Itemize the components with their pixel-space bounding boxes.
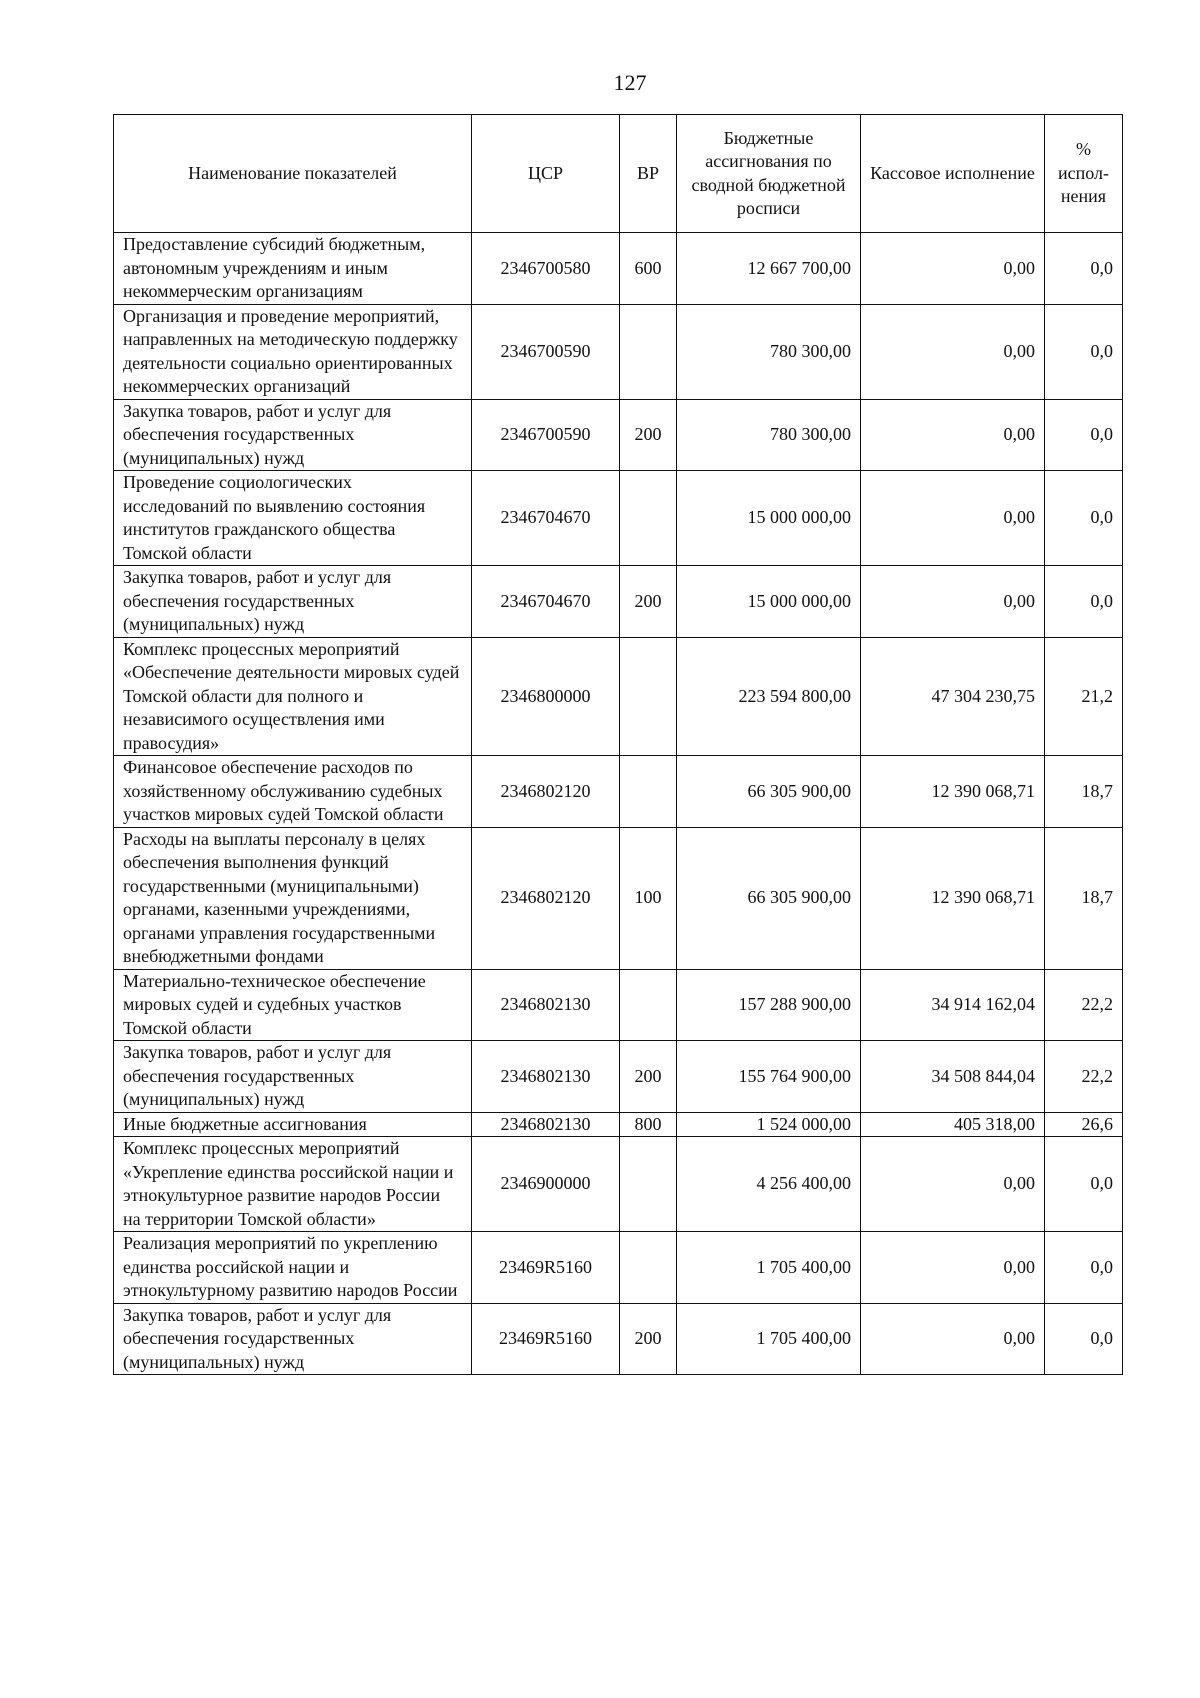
cell-vr [620,304,677,399]
table-row [114,304,1123,399]
table-header-row [114,115,1123,233]
cell-csr: 2346700590 [472,399,620,471]
table-row [114,1041,1123,1113]
cell-pct: 0,0 [1045,233,1123,305]
cell-name: Финансовое обеспечение расходов по хозяйственному обслуживанию судебных участков мировых судей Томской области [114,756,472,828]
cell-pct: 0,0 [1045,1137,1123,1232]
table-row [114,756,1123,828]
cell-budget: 1 705 400,00 [677,1232,861,1304]
cell-pct: 26,6 [1045,1112,1123,1137]
cell-vr: 200 [620,566,677,638]
cell-pct: 21,2 [1045,637,1123,756]
header-name: Наименование показателей [114,115,472,233]
cell-csr: 2346700590 [472,304,620,399]
cell-cash: 47 304 230,75 [861,637,1045,756]
table-row [114,1112,1123,1137]
cell-name: Иные бюджетные ассигнования [114,1112,472,1137]
table-body [114,233,1123,1375]
cell-cash: 405 318,00 [861,1112,1045,1137]
cell-budget: 4 256 400,00 [677,1137,861,1232]
table-row [114,399,1123,471]
cell-cash: 34 508 844,04 [861,1041,1045,1113]
cell-cash: 0,00 [861,304,1045,399]
header-pct: % испол-нения [1045,115,1123,233]
table-row [114,637,1123,756]
cell-budget: 157 288 900,00 [677,969,861,1041]
cell-vr [620,471,677,566]
cell-csr: 2346900000 [472,1137,620,1232]
cell-budget: 66 305 900,00 [677,756,861,828]
cell-pct: 0,0 [1045,471,1123,566]
cell-pct: 18,7 [1045,827,1123,969]
cell-cash: 0,00 [861,1303,1045,1375]
header-budget: Бюджетные ассигнования по сводной бюджетной росписи [677,115,861,233]
header-cash: Кассовое исполнение [861,115,1045,233]
cell-name: Закупка товаров, работ и услуг для обеспечения государственных (муниципальных) нужд [114,1303,472,1375]
cell-budget: 780 300,00 [677,399,861,471]
cell-pct: 22,2 [1045,1041,1123,1113]
cell-cash: 0,00 [861,233,1045,305]
cell-csr: 23469R5160 [472,1232,620,1304]
cell-csr: 2346802120 [472,756,620,828]
cell-vr: 100 [620,827,677,969]
cell-vr: 800 [620,1112,677,1137]
cell-name: Организация и проведение мероприятий, направленных на методическую поддержку деятельности социально ориентированных некоммерческих организаций [114,304,472,399]
cell-pct: 0,0 [1045,304,1123,399]
table-row [114,1303,1123,1375]
cell-cash: 0,00 [861,1232,1045,1304]
table-row [114,827,1123,969]
cell-cash: 0,00 [861,471,1045,566]
cell-name: Расходы на выплаты персоналу в целях обеспечения выполнения функций государственными (муниципальными) органами, казенными учреждениями, органами управления государственными внебюджетными фондами [114,827,472,969]
cell-budget: 223 594 800,00 [677,637,861,756]
cell-vr: 200 [620,1041,677,1113]
cell-pct: 0,0 [1045,1303,1123,1375]
table-row [114,233,1123,305]
cell-vr: 200 [620,1303,677,1375]
cell-budget: 1 705 400,00 [677,1303,861,1375]
cell-name: Комплекс процессных мероприятий «Укрепление единства российской нации и этнокультурное развитие народов России на территории Томской области» [114,1137,472,1232]
table-row [114,566,1123,638]
table-row [114,1232,1123,1304]
cell-name: Закупка товаров, работ и услуг для обеспечения государственных (муниципальных) нужд [114,566,472,638]
cell-cash: 12 390 068,71 [861,756,1045,828]
cell-csr: 2346802130 [472,1112,620,1137]
header-csr: ЦСР [472,115,620,233]
cell-pct: 0,0 [1045,566,1123,638]
cell-pct: 22,2 [1045,969,1123,1041]
table-row [114,969,1123,1041]
header-vr: ВР [620,115,677,233]
cell-vr [620,1232,677,1304]
cell-name: Реализация мероприятий по укреплению единства российской нации и этнокультурному развитию народов России [114,1232,472,1304]
cell-budget: 15 000 000,00 [677,471,861,566]
cell-name: Предоставление субсидий бюджетным, автономным учреждениям и иным некоммерческим организациям [114,233,472,305]
cell-name: Закупка товаров, работ и услуг для обеспечения государственных (муниципальных) нужд [114,399,472,471]
cell-cash: 0,00 [861,566,1045,638]
cell-pct: 0,0 [1045,1232,1123,1304]
cell-pct: 0,0 [1045,399,1123,471]
cell-vr: 600 [620,233,677,305]
cell-vr [620,1137,677,1232]
cell-budget: 155 764 900,00 [677,1041,861,1113]
cell-budget: 1 524 000,00 [677,1112,861,1137]
cell-cash: 0,00 [861,399,1045,471]
cell-budget: 12 667 700,00 [677,233,861,305]
cell-vr: 200 [620,399,677,471]
cell-csr: 2346704670 [472,471,620,566]
table-row [114,471,1123,566]
page-number: 127 [613,70,647,95]
cell-name: Комплекс процессных мероприятий «Обеспечение деятельности мировых судей Томской области для полного и независимого осуществления ими правосудия» [114,637,472,756]
cell-vr [620,969,677,1041]
cell-budget: 15 000 000,00 [677,566,861,638]
cell-csr: 2346802120 [472,827,620,969]
cell-vr [620,637,677,756]
cell-name: Закупка товаров, работ и услуг для обеспечения государственных (муниципальных) нужд [114,1041,472,1113]
cell-budget: 780 300,00 [677,304,861,399]
cell-name: Материально-техническое обеспечение мировых судей и судебных участков Томской области [114,969,472,1041]
cell-cash: 12 390 068,71 [861,827,1045,969]
cell-csr: 2346704670 [472,566,620,638]
cell-csr: 2346802130 [472,969,620,1041]
budget-execution-table [113,114,1123,1375]
cell-csr: 2346800000 [472,637,620,756]
cell-csr: 2346802130 [472,1041,620,1113]
cell-vr [620,756,677,828]
cell-budget: 66 305 900,00 [677,827,861,969]
cell-cash: 34 914 162,04 [861,969,1045,1041]
cell-csr: 23469R5160 [472,1303,620,1375]
cell-name: Проведение социологических исследований по выявлению состояния институтов гражданского общества Томской области [114,471,472,566]
table-row [114,1137,1123,1232]
cell-cash: 0,00 [861,1137,1045,1232]
cell-csr: 2346700580 [472,233,620,305]
cell-pct: 18,7 [1045,756,1123,828]
